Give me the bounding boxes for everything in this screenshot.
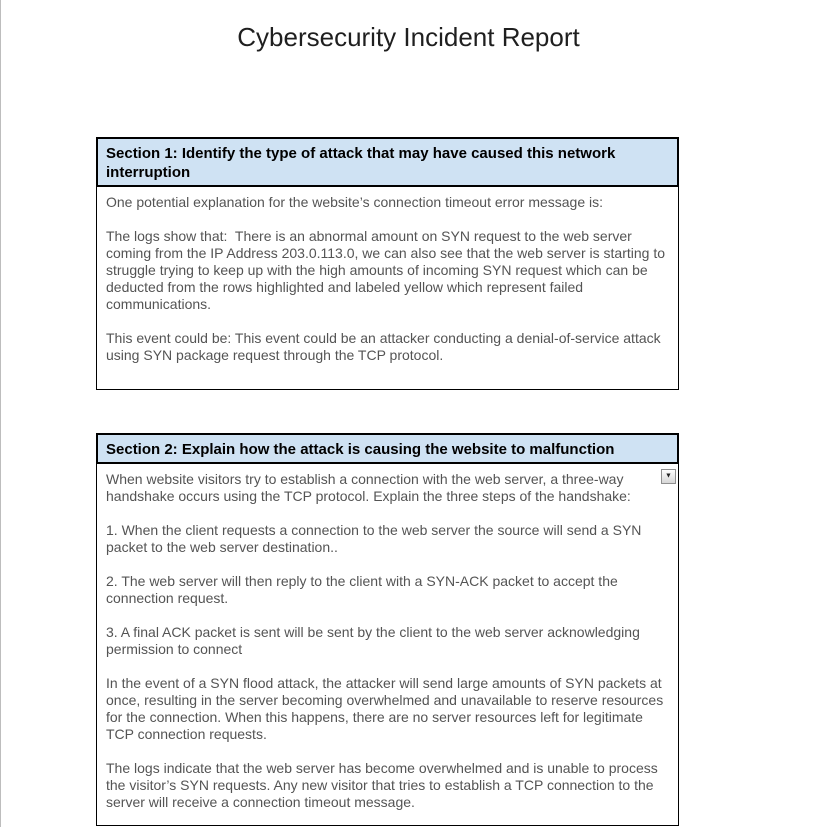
section-2-paragraph-2: 1. When the client requests a connection to the web server the source will send a SYN packet to the web server destination..: [106, 522, 646, 555]
dropdown-button[interactable]: [661, 469, 676, 484]
section-2-paragraph-6: The logs indicate that the web server has become overwhelmed and is unable to process the visitor’s SYN requests. Any new visitor that tries to establish a TCP connection to the server will receive a connection timeout message.: [106, 760, 662, 810]
section-2-content[interactable]: [96, 464, 679, 826]
section-2-paragraph-1: When website visitors try to establish a connection with the web server, a three-way handshake occurs using the TCP protocol. Explain the three steps of the handshake:: [106, 471, 631, 504]
section-1-paragraph-2: The logs show that: There is an abnormal amount on SYN request to the web server coming from the IP Address 203.0.113.0, we can also see that the web server is starting to struggle trying to keep up with the high amounts of incoming SYN request which can be deducted from the rows highlighted and labeled yellow which represent failed communications.: [106, 228, 669, 312]
section-1-header-text: Section 1: Identify the type of attack that may have caused this network interruption: [106, 145, 616, 181]
section-1: [96, 137, 679, 390]
section-2-paragraph-5: In the event of a SYN flood attack, the attacker will send large amounts of SYN packets at once, resulting in the server becoming overwhelmed and unavailable to reserve resources for the connection. When this happens, there are no server resources left for legitimate TCP connection requests.: [106, 675, 668, 742]
section-2-paragraph-3: 2. The web server will then reply to the client with a SYN-ACK packet to accept the connection request.: [106, 573, 622, 606]
chevron-down-icon: ▼: [665, 472, 672, 480]
page-left-edge: [0, 0, 1, 827]
section-1-paragraph-1: One potential explanation for the website’s connection timeout error message is:: [106, 194, 604, 210]
section-1-paragraph-3: This event could be: This event could be an attacker conducting a denial-of-service attack using SYN package request through the TCP protocol.: [106, 330, 665, 363]
section-2-header-text: Section 2: Explain how the attack is causing the website to malfunction: [106, 441, 615, 458]
section-1-content[interactable]: [96, 187, 679, 390]
section-2: [96, 433, 679, 826]
section-1-header: [96, 137, 679, 187]
section-2-header: [96, 433, 679, 464]
page-title: Cybersecurity Incident Report: [237, 22, 580, 52]
section-2-paragraph-4: 3. A final ACK packet is sent will be sent by the client to the web server acknowledging permission to connect: [106, 624, 644, 657]
